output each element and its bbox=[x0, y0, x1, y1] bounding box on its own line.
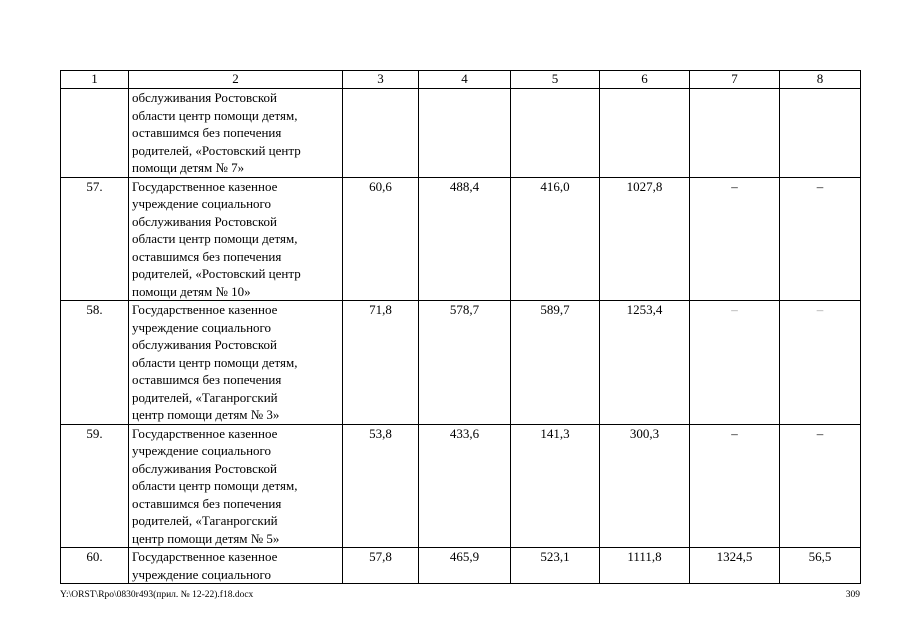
value-col-6: 1111,8 bbox=[600, 548, 690, 584]
institution-name-line: родителей, «Ростовский центр bbox=[132, 142, 301, 158]
value-col-6: 1027,8 bbox=[600, 177, 690, 301]
institution-name-line: родителей, «Таганрогский bbox=[132, 389, 278, 405]
value-col-8: – bbox=[780, 424, 861, 548]
value-col-6 bbox=[600, 89, 690, 178]
institution-name-line: оставшимся без попечения bbox=[132, 495, 282, 511]
footer-file-path: Y:\ORST\Rpo\0830r493(прил. № 12-22).f18.docx bbox=[60, 590, 254, 600]
institution-name-line: учреждение социального bbox=[132, 443, 272, 458]
institution-name-line: обслуживания Ростовской bbox=[132, 460, 277, 476]
institution-name-line: области центр помощи детям, bbox=[132, 478, 298, 493]
table-row bbox=[61, 548, 861, 584]
institution-name-line: области центр помощи детям, bbox=[132, 231, 298, 246]
value-col-4 bbox=[419, 89, 511, 178]
row-number: 59. bbox=[61, 424, 129, 548]
institution-name-line: родителей, «Таганрогский bbox=[132, 513, 278, 528]
value-col-3: 71,8 bbox=[343, 301, 419, 425]
value-col-3: 57,8 bbox=[343, 548, 419, 584]
value-col-7: 1324,5 bbox=[690, 548, 780, 584]
institution-name-line: учреждение социального bbox=[132, 566, 272, 582]
institution-name bbox=[129, 548, 343, 584]
value-col-5: 416,0 bbox=[511, 177, 600, 301]
value-col-4: 488,4 bbox=[419, 177, 511, 301]
value-col-7 bbox=[690, 89, 780, 178]
row-number: 58. bbox=[61, 301, 129, 425]
column-header-1: 1 bbox=[61, 71, 129, 89]
institution-name-line: Государственное казенное bbox=[132, 178, 278, 194]
column-header-6: 6 bbox=[600, 71, 690, 89]
institution-name-line: обслуживания Ростовской bbox=[132, 90, 277, 105]
institution-name-line: Государственное казенное bbox=[132, 549, 278, 564]
row-number: 60. bbox=[61, 548, 129, 584]
institution-name-line: Государственное казенное bbox=[132, 302, 278, 317]
table-row bbox=[61, 89, 861, 178]
institution-name-line: помощи детям № 10» bbox=[132, 283, 251, 299]
column-header-5: 5 bbox=[511, 71, 600, 89]
institution-name-line: оставшимся без попечения bbox=[132, 125, 282, 140]
value-col-5 bbox=[511, 89, 600, 178]
column-header-2: 2 bbox=[129, 71, 343, 89]
footer-page-number: 309 bbox=[845, 590, 860, 600]
institution-name-line: помощи детям № 7» bbox=[132, 160, 245, 175]
value-col-5: 589,7 bbox=[511, 301, 600, 425]
institution-name-line: оставшимся без попечения bbox=[132, 372, 282, 387]
row-number bbox=[61, 89, 129, 178]
row-number: 57. bbox=[61, 177, 129, 301]
table-body bbox=[61, 89, 861, 584]
data-table bbox=[60, 70, 861, 584]
value-col-6: 300,3 bbox=[600, 424, 690, 548]
institution-name-line: области центр помощи детям, bbox=[132, 354, 298, 370]
institution-name-line: обслуживания Ростовской bbox=[132, 337, 277, 352]
value-col-6: 1253,4 bbox=[600, 301, 690, 425]
institution-name-line: центр помощи детям № 3» bbox=[132, 407, 280, 422]
institution-name-line: Государственное казенное bbox=[132, 425, 278, 441]
column-header-4: 4 bbox=[419, 71, 511, 89]
column-header-3: 3 bbox=[343, 71, 419, 89]
value-col-7: – bbox=[690, 424, 780, 548]
value-col-5: 141,3 bbox=[511, 424, 600, 548]
value-col-8: – bbox=[780, 301, 861, 425]
value-col-3 bbox=[343, 89, 419, 178]
table-row bbox=[61, 301, 861, 425]
value-col-7: – bbox=[690, 301, 780, 425]
value-col-8 bbox=[780, 89, 861, 178]
value-col-4: 433,6 bbox=[419, 424, 511, 548]
table-row bbox=[61, 424, 861, 548]
value-col-4: 578,7 bbox=[419, 301, 511, 425]
value-col-8: – bbox=[780, 177, 861, 301]
value-col-7: – bbox=[690, 177, 780, 301]
institution-name-line: оставшимся без попечения bbox=[132, 248, 282, 264]
institution-name-line: центр помощи детям № 5» bbox=[132, 530, 280, 546]
institution-name bbox=[129, 424, 343, 548]
institution-name-line: учреждение социального bbox=[132, 196, 272, 211]
institution-name bbox=[129, 177, 343, 301]
table-row bbox=[61, 177, 861, 301]
institution-name bbox=[129, 301, 343, 425]
value-col-5: 523,1 bbox=[511, 548, 600, 584]
institution-name-line: родителей, «Ростовский центр bbox=[132, 266, 301, 281]
value-col-3: 60,6 bbox=[343, 177, 419, 301]
institution-name-line: учреждение социального bbox=[132, 319, 272, 335]
column-header-7: 7 bbox=[690, 71, 780, 89]
institution-name-line: области центр помощи детям, bbox=[132, 107, 298, 123]
value-col-3: 53,8 bbox=[343, 424, 419, 548]
institution-name-line: обслуживания Ростовской bbox=[132, 213, 277, 229]
value-col-4: 465,9 bbox=[419, 548, 511, 584]
institution-name bbox=[129, 89, 343, 178]
column-header-8: 8 bbox=[780, 71, 861, 89]
value-col-8: 56,5 bbox=[780, 548, 861, 584]
table-header-row bbox=[61, 71, 861, 89]
